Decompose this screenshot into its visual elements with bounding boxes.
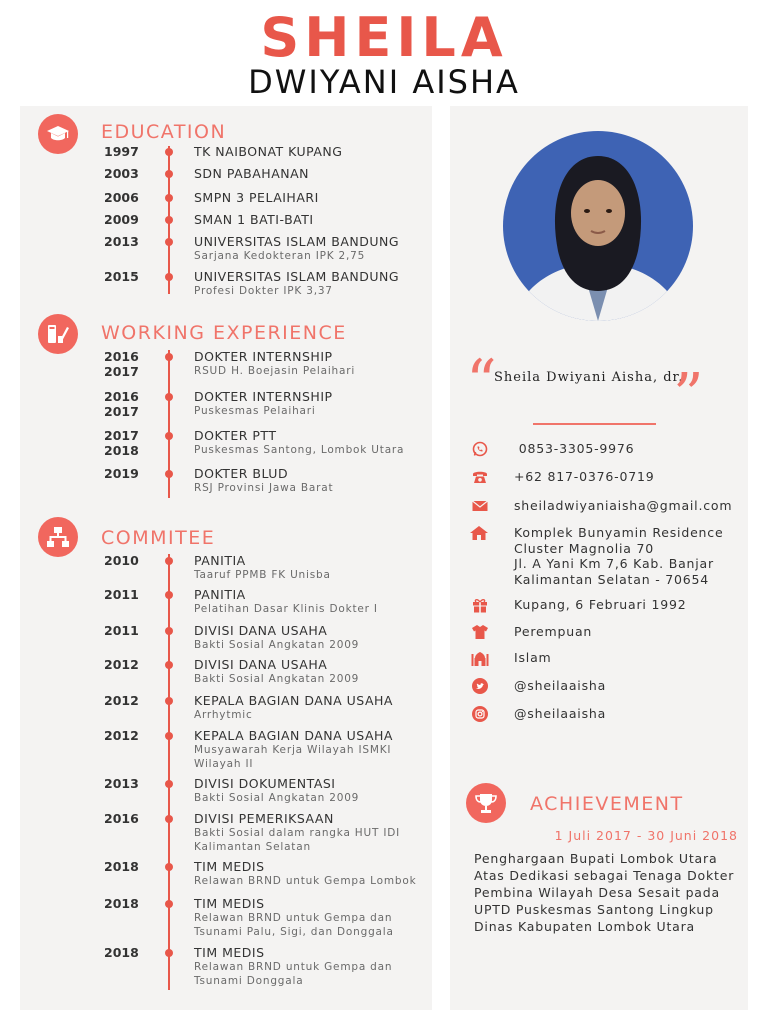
contact-instagram[interactable]: @sheilaaisha <box>514 706 607 721</box>
timeline-title: DIVISI DOKUMENTASI <box>194 776 336 791</box>
name-divider <box>533 423 656 425</box>
timeline-title: KEPALA BAGIAN DANA USAHA <box>194 728 393 743</box>
timeline-dot <box>165 900 173 908</box>
twitter-icon[interactable] <box>472 678 488 694</box>
timeline-dot <box>165 949 173 957</box>
achievement-date: 1 Juli 2017 - 30 Juni 2018 <box>554 828 738 843</box>
gift-icon <box>472 597 488 613</box>
graduation-cap-icon <box>38 114 78 154</box>
timeline-year: 2016 <box>104 389 139 404</box>
timeline-dot <box>165 470 173 478</box>
timeline-dot <box>165 697 173 705</box>
contact-twitter[interactable]: @sheilaaisha <box>514 678 607 693</box>
timeline-year: 2016 <box>104 349 139 364</box>
timeline-year-end: 2017 <box>104 364 139 379</box>
last-name: DWIYANI AISHA <box>248 63 520 101</box>
timeline-subtitle: RSUD H. Boejasin Pelaihari <box>194 365 356 377</box>
timeline-subtitle: Relawan BRND untuk Gempa dan Tsunami Palu, Sigi, dan Donggala <box>194 912 394 938</box>
timeline-year: 2018 <box>104 859 139 874</box>
timeline-title: UNIVERSITAS ISLAM BANDUNG <box>194 269 400 284</box>
timeline-year: 2015 <box>104 269 139 284</box>
shirt-icon <box>472 624 488 640</box>
briefcase-icon <box>38 314 78 354</box>
timeline-year: 2012 <box>104 657 139 672</box>
timeline-dot <box>165 780 173 788</box>
contact-birth: Kupang, 6 Februari 1992 <box>514 597 687 612</box>
timeline-year: 2006 <box>104 190 139 205</box>
instagram-icon[interactable] <box>472 706 488 722</box>
timeline-title: SMPN 3 PELAIHARI <box>194 190 319 205</box>
timeline-year: 2013 <box>104 234 139 249</box>
contact-address: Komplek Bunyamin Residence Cluster Magnolia 70 Jl. A Yani Km 7,6 Kab. Banjar Kalimantan Selatan - 70654 <box>514 525 724 587</box>
committee-title: COMMITEE <box>101 527 216 549</box>
whatsapp-icon <box>472 441 488 457</box>
timeline-dot <box>165 393 173 401</box>
timeline-subtitle: Sarjana Kedokteran IPK 2,75 <box>194 250 366 262</box>
timeline-dot <box>165 238 173 246</box>
timeline-title: KEPALA BAGIAN DANA USAHA <box>194 693 393 708</box>
timeline-title: TIM MEDIS <box>194 945 265 960</box>
timeline-subtitle: Relawan BRND untuk Gempa dan Tsunami Donggala <box>194 961 393 987</box>
timeline-subtitle: Bakti Sosial Angkatan 2009 <box>194 673 360 685</box>
timeline-year-end: 2018 <box>104 443 139 458</box>
quote-open: “ <box>466 347 497 417</box>
timeline-year: 2012 <box>104 728 139 743</box>
work-title: WORKING EXPERIENCE <box>101 322 347 344</box>
timeline-year: 2018 <box>104 945 139 960</box>
timeline-year: 2016 <box>104 811 139 826</box>
timeline-title: DOKTER INTERNSHIP <box>194 389 333 404</box>
achievement-text: Penghargaan Bupati Lombok Utara Atas Dedikasi sebagai Tenaga Dokter Pembina Wilayah Desa Sesait pada UPTD Puskesmas Santong Lingkup Dinas Kabupaten Lombok Utara <box>474 851 735 934</box>
timeline-dot <box>165 661 173 669</box>
timeline-year: 2011 <box>104 587 139 602</box>
trophy-icon <box>466 783 506 823</box>
timeline-title: TIM MEDIS <box>194 896 265 911</box>
contact-phone: +62 817-0376-0719 <box>514 469 655 484</box>
committee-timeline-line <box>168 554 170 990</box>
contact-religion: Islam <box>514 650 552 665</box>
timeline-dot <box>165 194 173 202</box>
timeline-dot <box>165 732 173 740</box>
timeline-year-end: 2017 <box>104 404 139 419</box>
timeline-title: DIVISI DANA USAHA <box>194 623 328 638</box>
timeline-dot <box>165 863 173 871</box>
timeline-year: 2017 <box>104 428 139 443</box>
profile-photo <box>503 131 693 321</box>
timeline-subtitle: Puskesmas Pelaihari <box>194 405 316 417</box>
timeline-year: 2019 <box>104 466 139 481</box>
contact-email: sheiladwiyaniaisha@gmail.com <box>514 498 733 513</box>
timeline-dot <box>165 591 173 599</box>
first-name: SHEILA <box>260 6 508 69</box>
timeline-dot <box>165 557 173 565</box>
timeline-title: DIVISI PEMERIKSAAN <box>194 811 334 826</box>
timeline-title: UNIVERSITAS ISLAM BANDUNG <box>194 234 400 249</box>
timeline-dot <box>165 273 173 281</box>
timeline-subtitle: Pelatihan Dasar Klinis Dokter I <box>194 603 378 615</box>
timeline-year: 2013 <box>104 776 139 791</box>
timeline-subtitle: Taaruf PPMB FK Unisba <box>194 569 331 581</box>
timeline-title: DOKTER INTERNSHIP <box>194 349 333 364</box>
timeline-subtitle: Bakti Sosial Angkatan 2009 <box>194 792 360 804</box>
education-title: EDUCATION <box>101 121 227 143</box>
timeline-subtitle: Profesi Dokter IPK 3,37 <box>194 285 333 297</box>
mosque-icon <box>471 650 487 666</box>
timeline-dot <box>165 170 173 178</box>
timeline-title: DIVISI DANA USAHA <box>194 657 328 672</box>
quote-close: ” <box>673 361 704 431</box>
timeline-title: TIM MEDIS <box>194 859 265 874</box>
timeline-year: 2003 <box>104 166 139 181</box>
home-icon <box>470 525 486 541</box>
timeline-title: DOKTER PTT <box>194 428 277 443</box>
timeline-year: 2010 <box>104 553 139 568</box>
timeline-title: SDN PABAHANAN <box>194 166 310 181</box>
timeline-year: 2011 <box>104 623 139 638</box>
timeline-subtitle: Bakti Sosial dalam rangka HUT IDI Kalimantan Selatan <box>194 827 401 853</box>
timeline-year: 2012 <box>104 693 139 708</box>
timeline-dot <box>165 432 173 440</box>
timeline-subtitle: RSJ Provinsi Jawa Barat <box>194 482 334 494</box>
timeline-dot <box>165 627 173 635</box>
timeline-title: DOKTER BLUD <box>194 466 289 481</box>
achievement-title: ACHIEVEMENT <box>530 793 684 815</box>
timeline-dot <box>165 353 173 361</box>
timeline-year: 1997 <box>104 144 139 159</box>
timeline-year: 2018 <box>104 896 139 911</box>
phone-icon <box>472 469 488 485</box>
org-chart-icon <box>38 517 78 557</box>
contact-gender: Perempuan <box>514 624 593 639</box>
timeline-title: PANITIA <box>194 587 246 602</box>
timeline-dot <box>165 148 173 156</box>
timeline-title: SMAN 1 BATI-BATI <box>194 212 314 227</box>
timeline-subtitle: Bakti Sosial Angkatan 2009 <box>194 639 360 651</box>
timeline-subtitle: Puskesmas Santong, Lombok Utara <box>194 444 405 456</box>
timeline-subtitle: Relawan BRND untuk Gempa Lombok <box>194 875 417 887</box>
timeline-dot <box>165 216 173 224</box>
timeline-year: 2009 <box>104 212 139 227</box>
timeline-dot <box>165 815 173 823</box>
timeline-title: PANITIA <box>194 553 246 568</box>
full-name: Sheila Dwiyani Aisha, dr. <box>494 370 684 385</box>
contact-whatsapp: 0853-3305-9976 <box>514 441 635 456</box>
timeline-title: TK NAIBONAT KUPANG <box>194 144 343 159</box>
timeline-subtitle: Arrhytmic <box>194 709 253 721</box>
email-icon <box>472 498 488 514</box>
timeline-subtitle: Musyawarah Kerja Wilayah ISMKI Wilayah II <box>194 744 392 770</box>
